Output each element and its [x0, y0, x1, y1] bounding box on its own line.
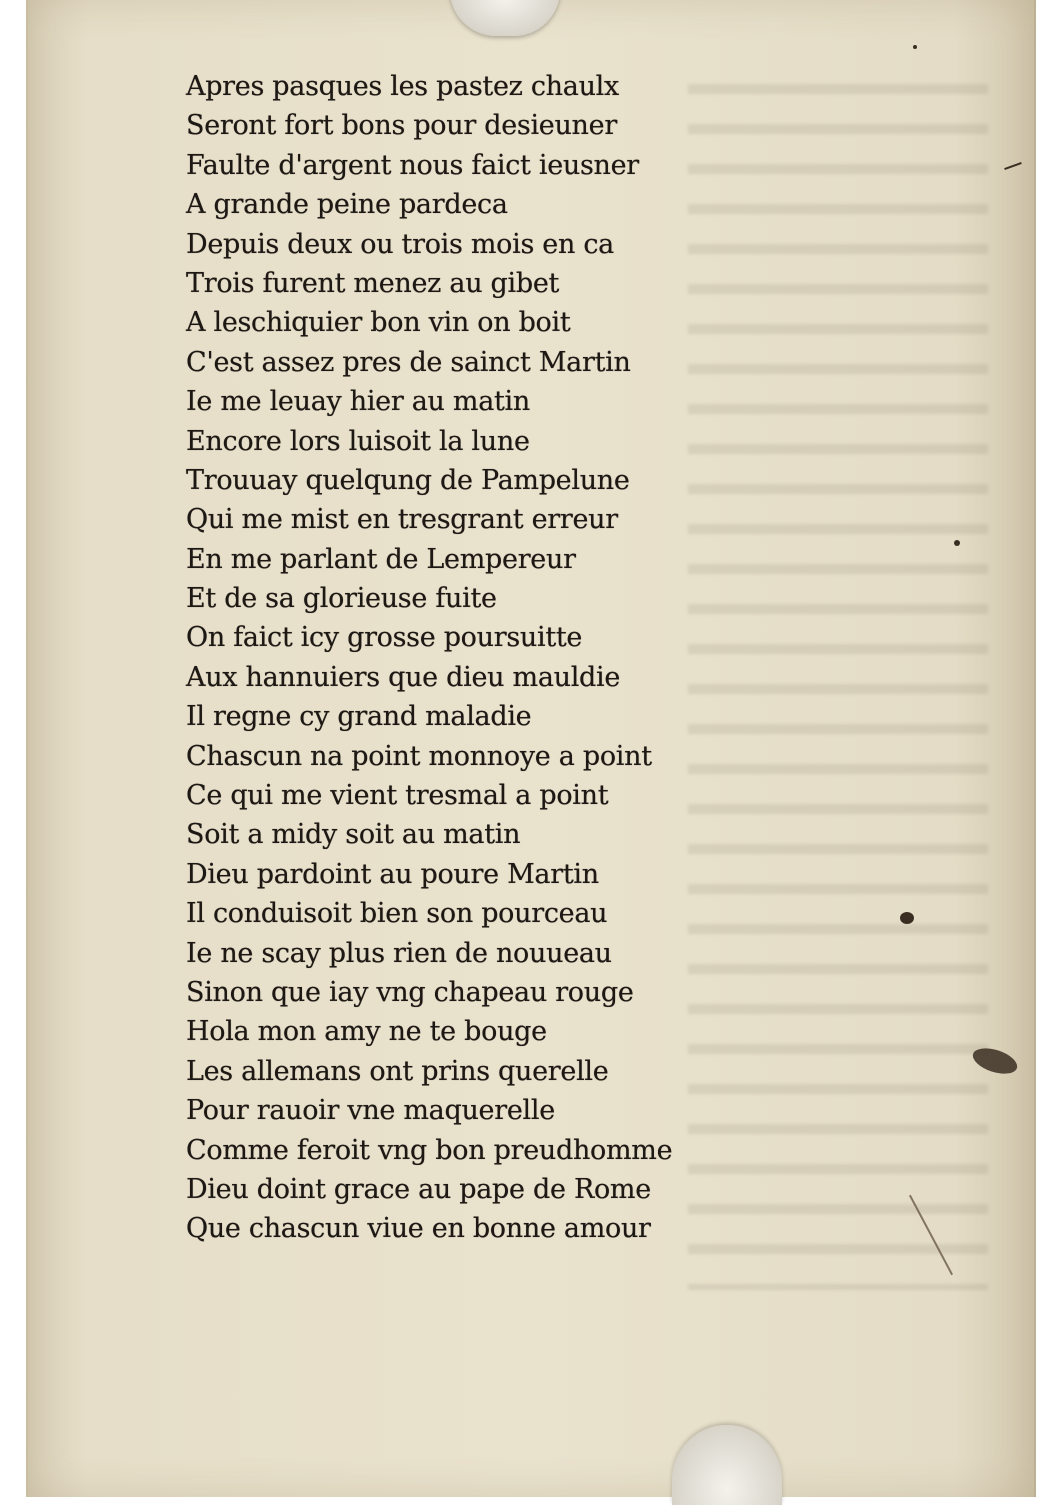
poem-line: Ce qui me vient tresmal a point: [186, 780, 609, 812]
ink-dot: [954, 540, 960, 546]
poem-line: Seront fort bons pour desieuner: [186, 110, 617, 142]
poem-line: Chascun na point monnoye a point: [186, 740, 652, 772]
poem-line: Apres pasques les pastez chaulx: [186, 71, 619, 102]
poem-line: Depuis deux ou trois mois en ca: [186, 228, 614, 260]
poem-line: Et de sa glorieuse fuite: [186, 583, 497, 615]
poem-line: A grande peine pardeca: [186, 189, 508, 221]
poem-line: Que chascun viue en bonne amour: [186, 1213, 651, 1245]
poem-line: En me parlant de Lempereur: [186, 543, 576, 575]
poem-line: Sinon que iay vng chapeau rouge: [186, 976, 634, 1008]
poem-line: Il conduisoit bien son pourceau: [186, 898, 608, 930]
poem-line: Pour rauoir vne maquerelle: [186, 1095, 555, 1127]
poem-line: Encore lors luisoit la lune: [186, 425, 530, 457]
poem-line: Aux hannuiers que dieu mauldie: [186, 661, 621, 693]
poem-line: Faulte d'argent nous faict ieusner: [186, 149, 639, 181]
poem-line: A leschiquier bon vin on boit: [186, 307, 571, 339]
poem-line: Trouuay quelqung de Pampelune: [186, 464, 630, 496]
poem-line: Hola mon amy ne te bouge: [186, 1016, 547, 1048]
show-through-text: [688, 70, 988, 1290]
poem-line: Il regne cy grand maladie: [186, 701, 532, 733]
poem-line: Qui me mist en tresgrant erreur: [186, 504, 618, 536]
poem-line: Dieu pardoint au poure Martin: [186, 858, 599, 890]
poem-line: Comme feroit vng bon preudhomme: [186, 1134, 673, 1166]
ink-dot: [913, 45, 917, 49]
poem-line: Ie ne scay plus rien de nouueau: [186, 937, 612, 969]
poem-line: Les allemans ont prins querelle: [186, 1055, 609, 1087]
poem-line: Dieu doint grace au pape de Rome: [186, 1173, 651, 1205]
poem-line: Soit a midy soit au matin: [186, 819, 521, 851]
poem-line: On faict icy grosse poursuitte: [186, 622, 583, 654]
poem-line: C'est assez pres de sainct Martin: [186, 346, 631, 378]
poem-line: Ie me leuay hier au matin: [186, 386, 530, 418]
poem-text: [186, 67, 672, 1249]
ink-spot: [900, 912, 914, 924]
poem-line: Trois furent menez au gibet: [186, 267, 560, 299]
